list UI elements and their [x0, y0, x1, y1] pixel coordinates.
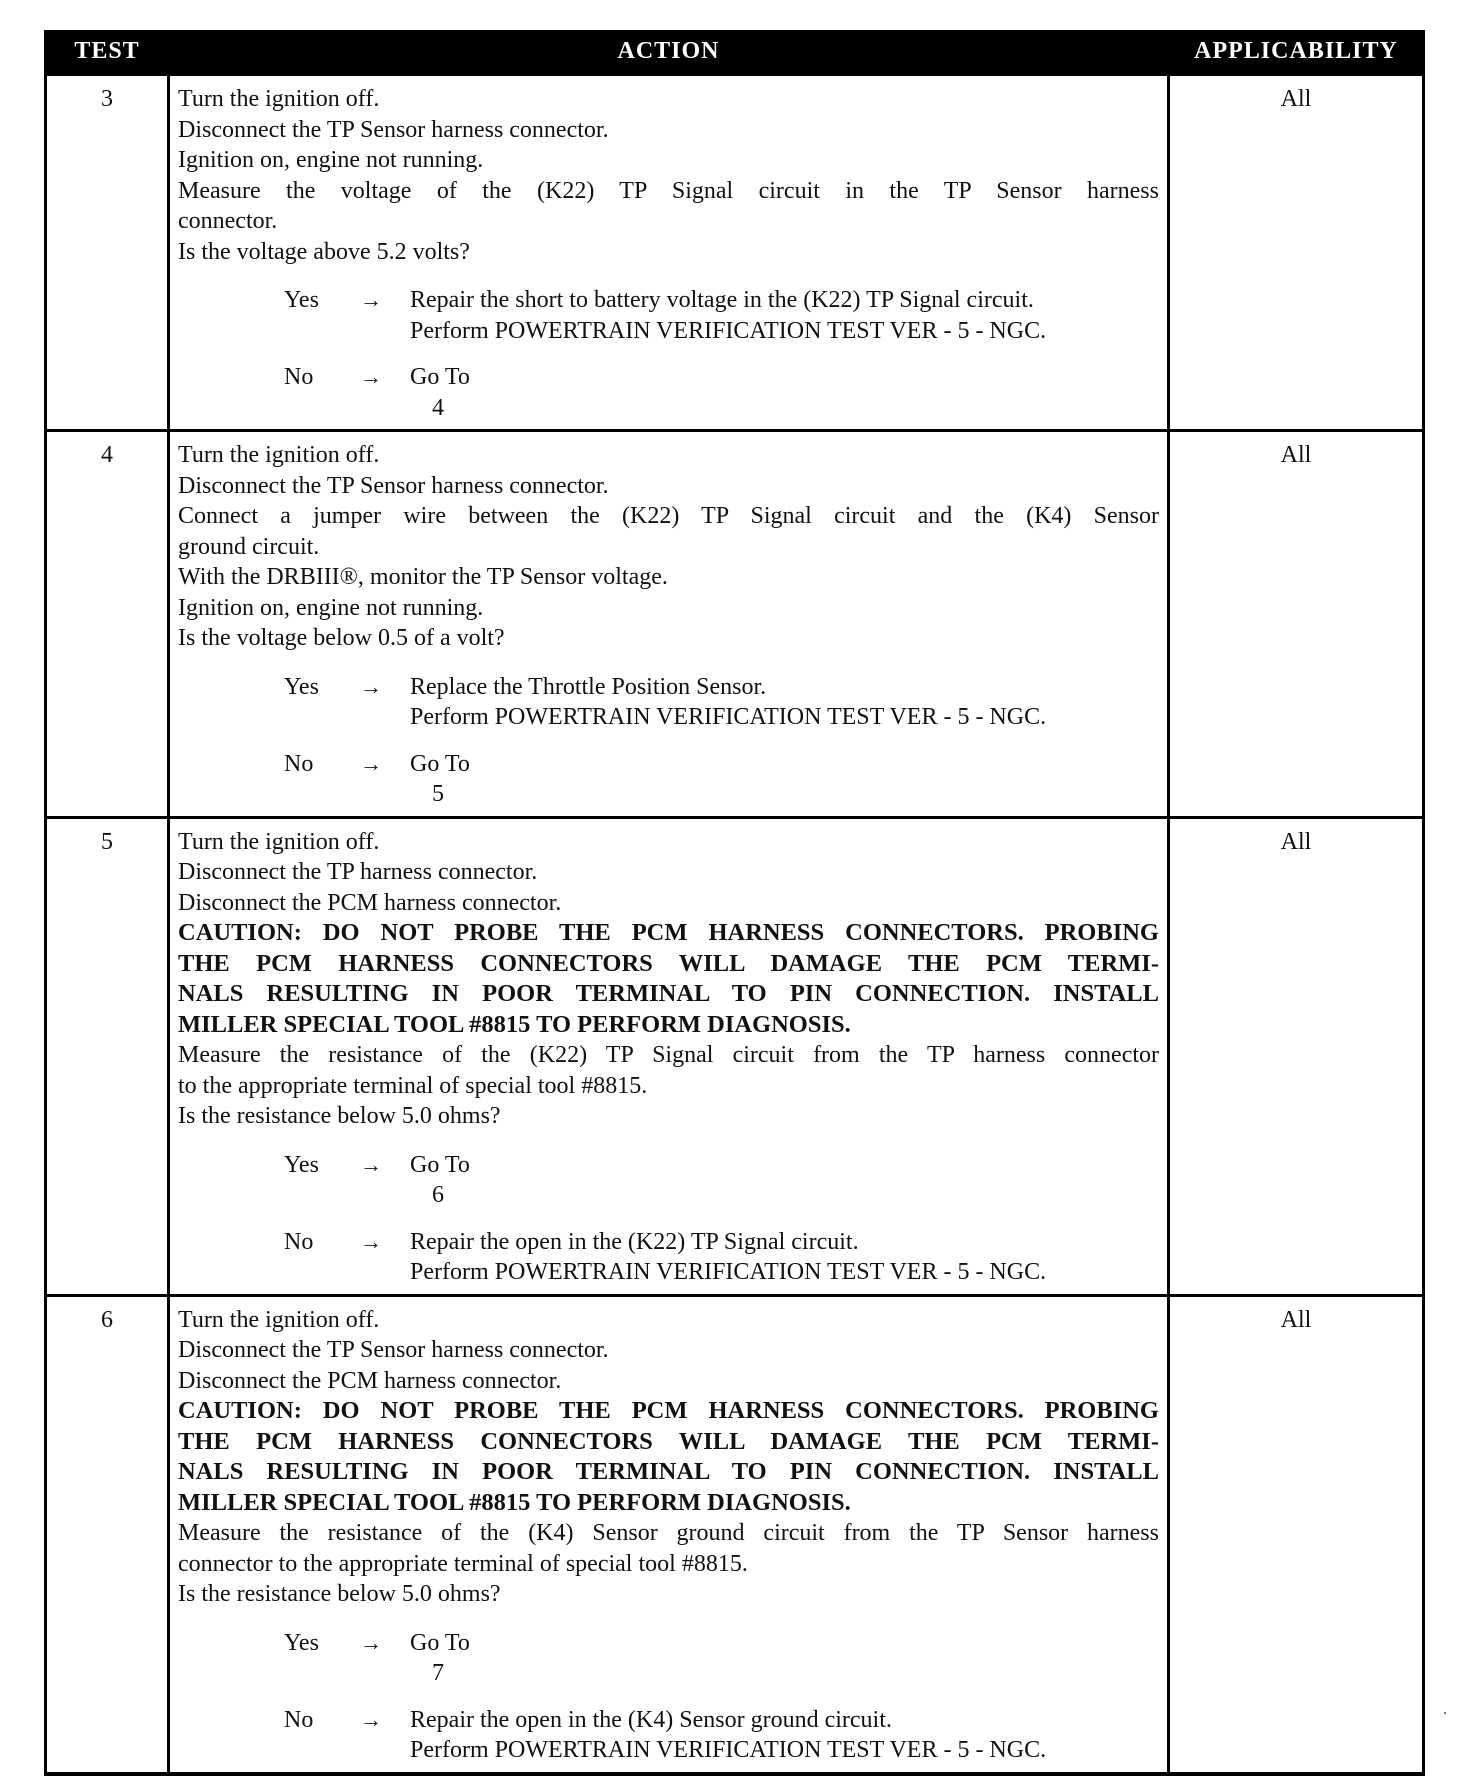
table-header	[46, 30, 1424, 75]
caution-text: CAUTION: DO NOT PROBE THE PCM HARNESS CONNECTORS. PROBING	[178, 1397, 1159, 1424]
applicability: All	[1169, 75, 1424, 431]
test-number: 6	[46, 1295, 169, 1774]
no-action-verify: Perform POWERTRAIN VERIFICATION TEST VER - 5 - NGC.	[410, 1259, 1047, 1285]
yes-action: Repair the short to battery voltage in the (K22) TP Signal circuit.	[410, 287, 1034, 313]
goto-step: 5	[432, 781, 444, 807]
no-action: Repair the open in the (K4) Sensor ground circuit.	[410, 1706, 892, 1733]
action-line: Measure the resistance of the (K22) TP Signal circuit from the TP harness connector	[178, 1042, 1159, 1068]
yes-action: Replace the Throttle Position Sensor.	[410, 673, 767, 700]
action-cell	[169, 1295, 1169, 1774]
table-row	[46, 431, 1424, 818]
arrow-icon: →	[360, 364, 382, 389]
yes-label: Yes	[284, 1629, 319, 1656]
action-line: connector to the appropriate terminal of special tool #8815.	[178, 1550, 748, 1577]
no-response	[178, 1705, 1159, 1766]
applicability: All	[1169, 431, 1424, 818]
action-line: Disconnect the TP harness connector.	[178, 859, 538, 885]
scan-speck	[1444, 1712, 1446, 1714]
goto-label: Go To	[410, 750, 470, 777]
action-line: Disconnect the PCM harness connector.	[178, 1367, 562, 1394]
action-cell	[169, 431, 1169, 818]
yes-action-verify: Perform POWERTRAIN VERIFICATION TEST VER - 5 - NGC.	[410, 317, 1047, 344]
action-line: Is the resistance below 5.0 ohms?	[178, 1581, 501, 1607]
no-response	[178, 362, 1159, 423]
no-response	[178, 1227, 1159, 1288]
action-line: Disconnect the PCM harness connector.	[178, 889, 562, 916]
action-line: Disconnect the TP Sensor harness connector.	[178, 116, 609, 143]
action-line: With the DRBIII®, monitor the TP Sensor voltage.	[178, 564, 668, 590]
yes-response	[178, 1150, 1159, 1211]
action-cell	[169, 817, 1169, 1295]
action-line: Turn the ignition off.	[178, 442, 380, 468]
no-label: No	[284, 1706, 314, 1733]
header-test: TEST	[46, 30, 169, 75]
arrow-icon: →	[360, 673, 382, 699]
action-line: Measure the voltage of the (K22) TP Signal circuit in the TP Sensor harness	[178, 177, 1159, 204]
arrow-icon: →	[360, 1228, 382, 1254]
action-line: Disconnect the TP Sensor harness connector.	[178, 1337, 609, 1363]
arrow-icon: →	[360, 750, 382, 776]
header-applicability: APPLICABILITY	[1169, 30, 1424, 75]
action-line: Turn the ignition off.	[178, 1306, 380, 1333]
action-line: Turn the ignition off.	[178, 828, 380, 855]
no-label: No	[284, 1228, 314, 1255]
caution-text: THE PCM HARNESS CONNECTORS WILL DAMAGE THE PCM TERMI-	[178, 1427, 1159, 1455]
no-label: No	[284, 364, 314, 390]
yes-response	[178, 1628, 1159, 1689]
action-line: connector.	[178, 208, 278, 234]
no-action-verify: Perform POWERTRAIN VERIFICATION TEST VER - 5 - NGC.	[410, 1737, 1047, 1763]
caution-text: NALS RESULTING IN POOR TERMINAL TO PIN CONNECTION. INSTALL	[178, 1458, 1159, 1485]
test-number: 5	[46, 817, 169, 1295]
yes-response	[178, 672, 1159, 733]
table-row	[46, 75, 1424, 431]
caution-text: THE PCM HARNESS CONNECTORS WILL DAMAGE THE PCM TERMI-	[178, 949, 1159, 977]
applicability: All	[1169, 1295, 1424, 1774]
action-line: ground circuit.	[178, 533, 320, 560]
table-row	[46, 1295, 1424, 1774]
arrow-icon: →	[360, 287, 382, 312]
arrow-icon: →	[360, 1151, 382, 1177]
applicability: All	[1169, 817, 1424, 1295]
yes-label: Yes	[284, 287, 319, 313]
action-line: Ignition on, engine not running.	[178, 147, 484, 173]
yes-response	[178, 285, 1159, 346]
action-line: Connect a jumper wire between the (K22) TP Signal circuit and the (K4) Sensor	[178, 503, 1159, 529]
caution-text: NALS RESULTING IN POOR TERMINAL TO PIN CONNECTION. INSTALL	[178, 980, 1159, 1007]
header-action: ACTION	[169, 30, 1169, 75]
goto-label: Go To	[410, 364, 470, 390]
arrow-icon: →	[360, 1706, 382, 1732]
yes-action-verify: Perform POWERTRAIN VERIFICATION TEST VER - 5 - NGC.	[410, 704, 1047, 730]
test-number: 3	[46, 75, 169, 431]
yes-label: Yes	[284, 1151, 319, 1178]
action-line: Is the voltage below 0.5 of a volt?	[178, 625, 505, 651]
table-row	[46, 817, 1424, 1295]
caution-text: MILLER SPECIAL TOOL #8815 TO PERFORM DIAGNOSIS.	[178, 1488, 851, 1516]
action-line: Is the voltage above 5.2 volts?	[178, 238, 470, 265]
no-action: Repair the open in the (K22) TP Signal circuit.	[410, 1228, 859, 1255]
goto-step: 4	[432, 394, 444, 421]
goto-label: Go To	[410, 1151, 470, 1178]
caution-text: MILLER SPECIAL TOOL #8815 TO PERFORM DIAGNOSIS.	[178, 1010, 851, 1038]
goto-step: 6	[432, 1182, 444, 1208]
caution-text: CAUTION: DO NOT PROBE THE PCM HARNESS CONNECTORS. PROBING	[178, 919, 1159, 946]
action-line: Turn the ignition off.	[178, 86, 380, 112]
no-label: No	[284, 750, 314, 777]
action-line: Ignition on, engine not running.	[178, 594, 484, 621]
action-line: to the appropriate terminal of special tool #8815.	[178, 1072, 648, 1099]
goto-label: Go To	[410, 1629, 470, 1656]
action-cell	[169, 75, 1169, 431]
action-line: Measure the resistance of the (K4) Sensor ground circuit from the TP Sensor harness	[178, 1520, 1159, 1546]
goto-step: 7	[432, 1660, 444, 1686]
arrow-icon: →	[360, 1629, 382, 1655]
diagnostic-table	[44, 30, 1425, 1776]
no-response	[178, 749, 1159, 810]
test-number: 4	[46, 431, 169, 818]
action-line: Is the resistance below 5.0 ohms?	[178, 1103, 501, 1129]
yes-label: Yes	[284, 673, 319, 700]
action-line: Disconnect the TP Sensor harness connector.	[178, 472, 609, 499]
